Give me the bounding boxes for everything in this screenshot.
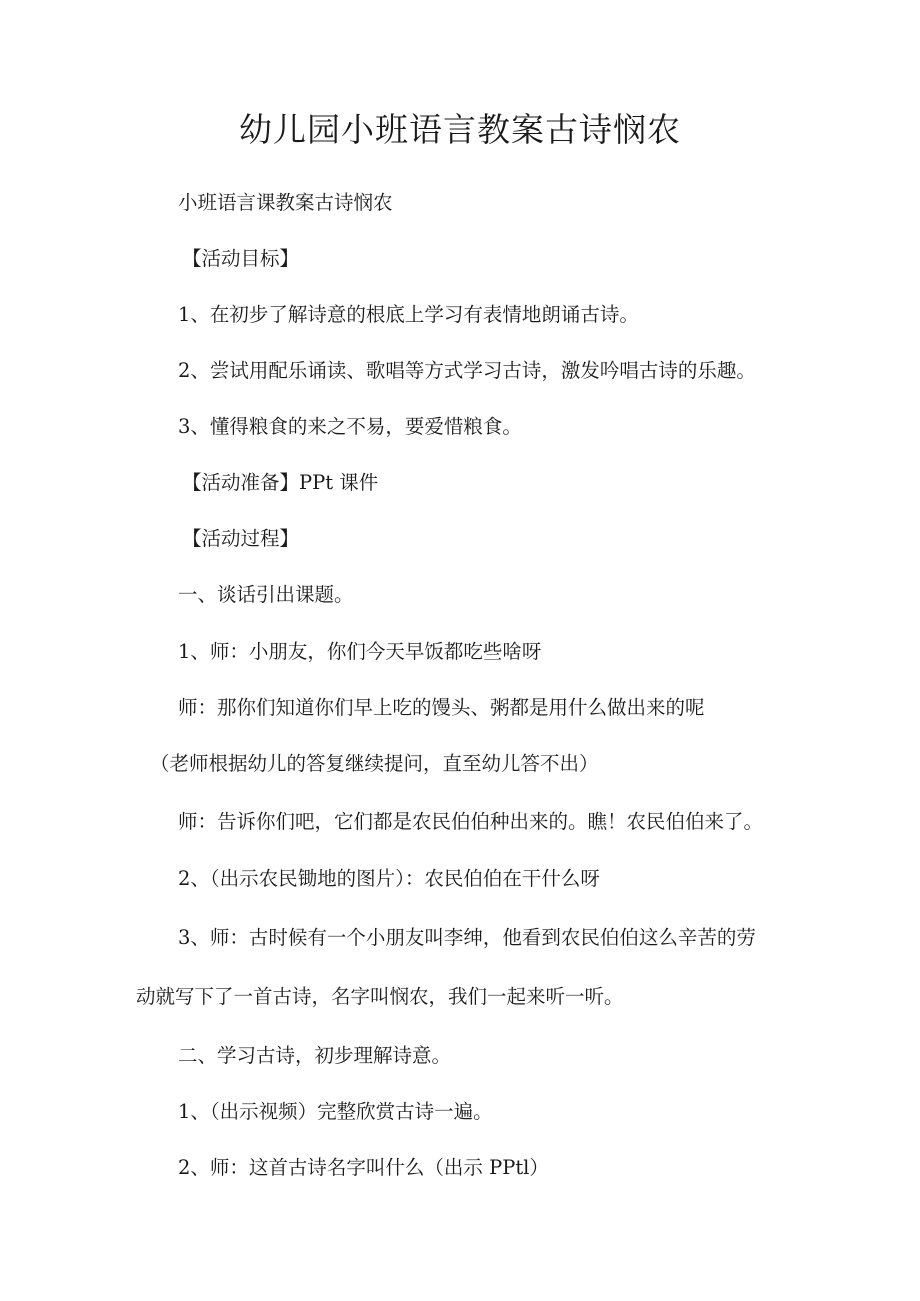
paragraph-line: （老师根据幼儿的答复继续提问，直至幼儿答不出） <box>150 752 599 775</box>
paragraph-line: 1、在初步了解诗意的根底上学习有表情地朗诵古诗。 <box>178 303 639 326</box>
paragraph-line: 2、师：这首古诗名字叫什么（出示 PPtl） <box>178 1156 549 1179</box>
paragraph-line: 1、（出示视频）完整欣赏古诗一遍。 <box>178 1100 493 1123</box>
section-heading-objectives: 【活动目标】 <box>182 247 300 270</box>
section-heading-process: 【活动过程】 <box>182 527 300 550</box>
paragraph-line: 师：那你们知道你们早上吃的馒头、粥都是用什么做出来的呢 <box>178 696 705 719</box>
paragraph-line: 1、师：小朋友，你们今天早饭都吃些啥呀 <box>178 640 542 663</box>
section-heading-preparation: 【活动准备】PPt 课件 <box>182 471 379 494</box>
paragraph-line: 一、谈话引出课题。 <box>178 583 354 606</box>
document-title: 幼儿园小班语言教案古诗悯农 <box>239 110 681 149</box>
paragraph-line: 3、师：古时候有一个小朋友叫李绅，他看到农民伯伯这么辛苦的劳 <box>178 926 756 949</box>
paragraph-line: 2、尝试用配乐诵读、歌唱等方式学习古诗，激发吟唱古诗的乐趣。 <box>178 359 756 382</box>
document-subtitle: 小班语言课教案古诗悯农 <box>178 191 393 214</box>
paragraph-line: 3、懂得粮食的来之不易，要爱惜粮食。 <box>178 415 522 438</box>
paragraph-line: 动就写下了一首古诗，名字叫悯农，我们一起来听一听。 <box>136 985 624 1008</box>
paragraph-line: 师：告诉你们吧，它们都是农民伯伯种出来的。瞧！农民伯伯来了。 <box>178 810 764 833</box>
paragraph-line: 二、学习古诗，初步理解诗意。 <box>178 1044 452 1067</box>
paragraph-line: 2、（出示农民锄地的图片）：农民伯伯在干什么呀 <box>178 867 600 890</box>
